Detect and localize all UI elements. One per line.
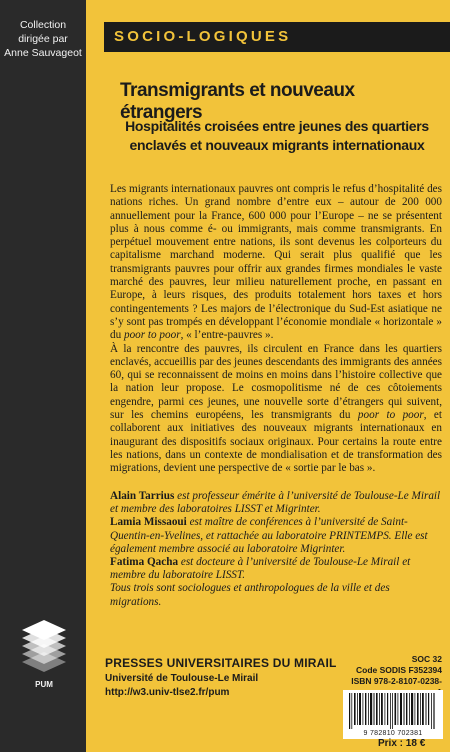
series-bar [104, 22, 450, 52]
blurb-paragraph-2 [110, 343, 442, 476]
sodis-code: Code SODIS F352394 [356, 665, 442, 675]
collection-line-2: dirigée par [18, 33, 68, 45]
subtitle-line-2: enclavés et nouveaux migrants internationaux [129, 137, 425, 153]
publisher-info [105, 656, 337, 698]
publisher-name: PRESSES UNIVERSITAIRES DU MIRAIL [105, 656, 337, 670]
blurb-p1-italic: poor to poor [123, 329, 181, 342]
author-name-3: Fatima Qacha [110, 556, 179, 569]
authors-closing [110, 582, 442, 608]
author-bio-3 [110, 556, 442, 582]
blurb-p1-part-a: Les migrants internationaux pauvres ont compris le refus d’hospitalité des nations riches. Un grand nombre d’entre eux – autour de 200 000 annuellement pour la France, 600 000 pour l’Europe – ne se présentent plus à nous comme é- ou immigrants, mais comme transmigrants. En perpétuel mouvement entre nations, ils sont devenus les colporteurs du capitalisme marchand moderne. Qui serait plus qualifié que les transmigrants pauvres pour offrir aux grandes firmes mondiales le vaste marché des pauvres, leur milieu naturellement proche, en passant en Europe, à leurs risques, des produits totalement hors taxes et hors contingentements ? Les majors de l’électronique du Sud-Est asiatique ne s’y sont pas trompés en développant l’économie mondiale « horizontale » du [110, 183, 442, 342]
barcode-icon [343, 690, 443, 730]
author-text-3: est docteure à l’université de Toulouse-Le Mirail et membre du laboratoire LISST. [110, 556, 411, 582]
publisher-url: http://w3.univ-tlse2.fr/pum [105, 687, 230, 698]
collection-line-1: Collection [19, 19, 67, 31]
blurb-paragraph-1 [110, 183, 442, 343]
blurb-text [110, 183, 442, 476]
author-name-1: Alain Tarrius [110, 490, 175, 502]
blurb-p2-part-c: , et collaborent aux initiatives des nouveaux migrants internationaux en inaugurant des dispositifs sociaux originaux. Pour certains la route entre les nations, dans un contexte de mondialisation et de transformation des migrations, devient une perspective de « sortie par le bas ». [110, 409, 442, 475]
series-code: SOC 32 [411, 654, 442, 664]
subtitle-line-1: Hospitalités croisées entre jeunes des quartiers [125, 118, 429, 134]
collection-editor: Anne Sauvageot [4, 47, 82, 59]
pum-logo-icon [18, 618, 70, 678]
book-subtitle [112, 117, 442, 155]
author-text-2: est maître de conférences à l’université de Saint-Quentin-en-Yvelines, et rattachée au laboratoire PRINTEMPS. Elle est également membre associé au laboratoire Migrinter. [110, 516, 428, 555]
authors-closing-text: Tous trois sont sociologues et anthropologues de la ville et des migrations. [110, 582, 390, 608]
author-text-1: est professeur émérite à l’université de Toulouse-Le Mirail et membre des laboratoires LISST et Migrinter. [110, 490, 441, 516]
barcode-number: 9 782810 702381 [343, 730, 443, 739]
book-title: Transmigrants et nouveaux étrangers [120, 80, 355, 123]
author-bio-1 [110, 490, 442, 516]
blurb-p2-part-a: À la rencontre des pauvres, ils circulent en France dans les quartiers enclavés, accueillis par des jeunes descendants des immigrants des années 60, qui se reconnaissent de moins en moins dans l’histoire collective que la nation leur propose. Le cosmopolitisme né de ces côtoiements engendre, parmi ces jeunes, une nouvelle sorte d’étrangers qui suivent, sur les chemins européens, les transmigrants du [110, 342, 442, 422]
pum-logo-label: PUM [35, 680, 53, 689]
collection-info [0, 18, 86, 60]
blurb-p1-part-c: , « l’entre-pauvres ». [180, 329, 274, 342]
blurb-p2-italic: poor to poor [357, 409, 424, 422]
price-label: Prix : 18 € [378, 738, 426, 749]
isbn-code: ISBN 978-2-8107-0238- [351, 676, 442, 686]
author-bios [110, 490, 442, 609]
publisher-university: Université de Toulouse-Le Mirail [105, 673, 259, 684]
series-name: SOCIO-LOGIQUES [114, 28, 292, 45]
author-bio-2 [110, 516, 442, 556]
author-name-2: Lamia Missaoui [110, 516, 187, 529]
